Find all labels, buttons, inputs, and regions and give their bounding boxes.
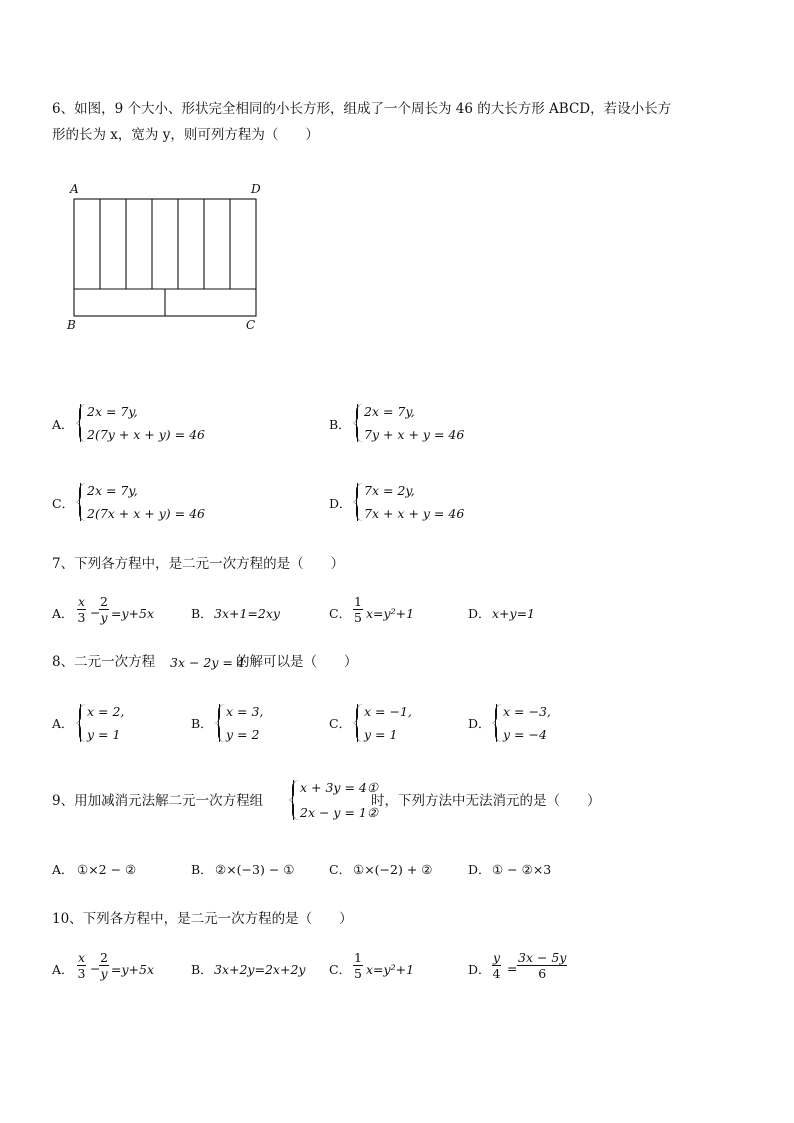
q8-b-eq2: y = 2 bbox=[226, 727, 260, 742]
q7-a-f2-num: 2 bbox=[100, 594, 108, 609]
q9-option-c-label: C． bbox=[329, 862, 352, 877]
q10-option-d-label: D． bbox=[468, 962, 491, 977]
q10-c-den: 5 bbox=[354, 966, 362, 981]
figure-label-a: A bbox=[70, 182, 79, 196]
rectangle-figure bbox=[70, 195, 270, 325]
q8-b-eq1: x = 3, bbox=[226, 704, 264, 719]
q7-option-c-label: C． bbox=[329, 606, 352, 621]
q6-option-a-system bbox=[79, 404, 209, 442]
q9-system bbox=[292, 780, 379, 820]
q8-c-eq1: x = −1, bbox=[364, 704, 412, 719]
q7-a-fraction-2 bbox=[99, 594, 109, 625]
q6-stem-line2: 形的长为 x，宽为 y，则可列方程为（ ） bbox=[52, 127, 319, 143]
q8-equation: 3x − 2y = 4 bbox=[170, 655, 245, 670]
q7-option-d-label: D． bbox=[468, 606, 491, 621]
q9-option-d-text: ① − ②×3 bbox=[492, 862, 552, 877]
q10-option-b-label: B． bbox=[191, 962, 213, 977]
q7-option-a-label: A． bbox=[52, 606, 74, 621]
q7-a-f1-den: 3 bbox=[77, 610, 86, 625]
q7-option-d-text: x+y=1 bbox=[492, 606, 536, 621]
q10-d-fraction-2 bbox=[517, 950, 567, 981]
q6-option-b-label: B． bbox=[329, 417, 351, 432]
q10-d-f1-num: y bbox=[493, 950, 501, 965]
q10-stem: 10、下列各方程中，是二元一次方程的是（ ） bbox=[52, 911, 353, 927]
q8-option-c-system bbox=[356, 704, 416, 742]
q7-a-fraction-1 bbox=[77, 594, 86, 625]
q9-eq1: x + 3y = 4① bbox=[300, 780, 379, 795]
q6-d-eq2: 7x + x + y = 46 bbox=[364, 506, 465, 521]
q6-option-d-system bbox=[356, 483, 486, 521]
q7-c-fraction bbox=[353, 594, 363, 625]
q6-a-eq1: 2x = 7y, bbox=[87, 404, 138, 419]
q8-option-d-label: D． bbox=[468, 716, 491, 731]
q6-c-eq2: 2(7x + x + y) = 46 bbox=[87, 506, 205, 521]
q6-a-eq2: 2(7y + x + y) = 46 bbox=[87, 427, 205, 442]
q6-option-d-label: D． bbox=[329, 496, 352, 511]
q9-option-b-text: ②×(−3) − ① bbox=[215, 862, 295, 877]
q9-option-d-label: D． bbox=[468, 862, 491, 877]
q7-a-f2-den: y bbox=[100, 610, 108, 625]
q6-b-eq1: 2x = 7y, bbox=[364, 404, 415, 419]
q7-c-num: 1 bbox=[354, 594, 362, 609]
q6-option-b-system bbox=[356, 404, 486, 442]
q10-option-b-text: 3x+2y=2x+2y bbox=[214, 962, 306, 977]
q10-a-f2-den: y bbox=[100, 966, 108, 981]
q6-d-eq1: 7x = 2y, bbox=[364, 483, 415, 498]
q7-a-f1-num: x bbox=[78, 594, 86, 609]
q7-c-den: 5 bbox=[354, 610, 362, 625]
q7-option-b-text: 3x+1=2xy bbox=[214, 606, 280, 621]
q6-c-eq1: 2x = 7y, bbox=[87, 483, 138, 498]
q7-option-b-label: B． bbox=[191, 606, 213, 621]
figure-label-d: D bbox=[251, 182, 261, 196]
q9-eq2: 2x − y = 1② bbox=[300, 805, 379, 820]
q6-option-c-system bbox=[79, 483, 209, 521]
q10-a-f2-num: 2 bbox=[100, 950, 108, 965]
q8-d-eq2: y = −4 bbox=[503, 727, 547, 742]
q8-option-a-system bbox=[79, 704, 139, 742]
q10-d-fraction-1 bbox=[492, 950, 501, 981]
q10-a-tail: =y+5x bbox=[111, 962, 155, 977]
q6-stem-line1: 6、如图，9 个大小、形状完全相同的小长方形，组成了一个周长为 46 的大长方形 ABCD，若设小长方 bbox=[52, 101, 672, 117]
q10-d-f1-den: 4 bbox=[492, 966, 501, 981]
q9-stem-pre: 9、用加减消元法解二元一次方程组 bbox=[52, 793, 264, 809]
q9-option-c-text: ①×(−2) + ② bbox=[353, 862, 433, 877]
q10-d-f2-den: 6 bbox=[538, 966, 547, 981]
q8-option-c-label: C． bbox=[329, 716, 352, 731]
q10-c-fraction bbox=[353, 950, 363, 981]
q8-d-eq1: x = −3, bbox=[503, 704, 551, 719]
q8-a-eq2: y = 1 bbox=[87, 727, 121, 742]
q8-option-b-system bbox=[218, 704, 278, 742]
q10-d-f2-num: 3x − 5y bbox=[518, 950, 567, 965]
q10-a-fraction-1 bbox=[77, 950, 86, 981]
q9-option-a-text: ①×2 − ② bbox=[77, 862, 137, 877]
q9-option-a-label: A． bbox=[52, 862, 74, 877]
q9-option-b-label: B． bbox=[191, 862, 213, 877]
q8-stem-post: 的解可以是（ ） bbox=[236, 654, 358, 670]
q10-a-f1-num: x bbox=[78, 950, 86, 965]
figure-label-b: B bbox=[67, 318, 76, 332]
q7-a-tail: =y+5x bbox=[111, 606, 155, 621]
q6-b-eq2: 7y + x + y = 46 bbox=[364, 427, 465, 442]
q6-option-a-label: A． bbox=[52, 417, 74, 432]
q10-option-c-label: C． bbox=[329, 962, 352, 977]
q8-option-a-label: A． bbox=[52, 716, 74, 731]
q10-c-tail: x=y²+1 bbox=[366, 962, 415, 977]
q10-a-f1-den: 3 bbox=[77, 966, 86, 981]
q10-option-a-label: A． bbox=[52, 962, 74, 977]
q8-c-eq2: y = 1 bbox=[364, 727, 398, 742]
q8-stem-pre: 8、二元一次方程 bbox=[52, 654, 156, 670]
q10-c-num: 1 bbox=[354, 950, 362, 965]
q8-option-b-label: B． bbox=[191, 716, 213, 731]
q7-stem: 7、下列各方程中，是二元一次方程的是（ ） bbox=[52, 556, 345, 572]
q7-a-minus: − bbox=[90, 605, 101, 620]
q9-stem-post: 时，下列方法中无法消元的是（ ） bbox=[371, 793, 601, 809]
q8-a-eq1: x = 2, bbox=[87, 704, 125, 719]
q8-option-d-system bbox=[495, 704, 555, 742]
q10-a-minus: − bbox=[90, 961, 101, 976]
q10-a-fraction-2 bbox=[99, 950, 109, 981]
figure-label-c: C bbox=[246, 318, 256, 332]
q7-c-tail: x=y²+1 bbox=[366, 606, 415, 621]
q10-d-equals: = bbox=[507, 961, 518, 976]
q6-option-c-label: C． bbox=[52, 496, 75, 511]
